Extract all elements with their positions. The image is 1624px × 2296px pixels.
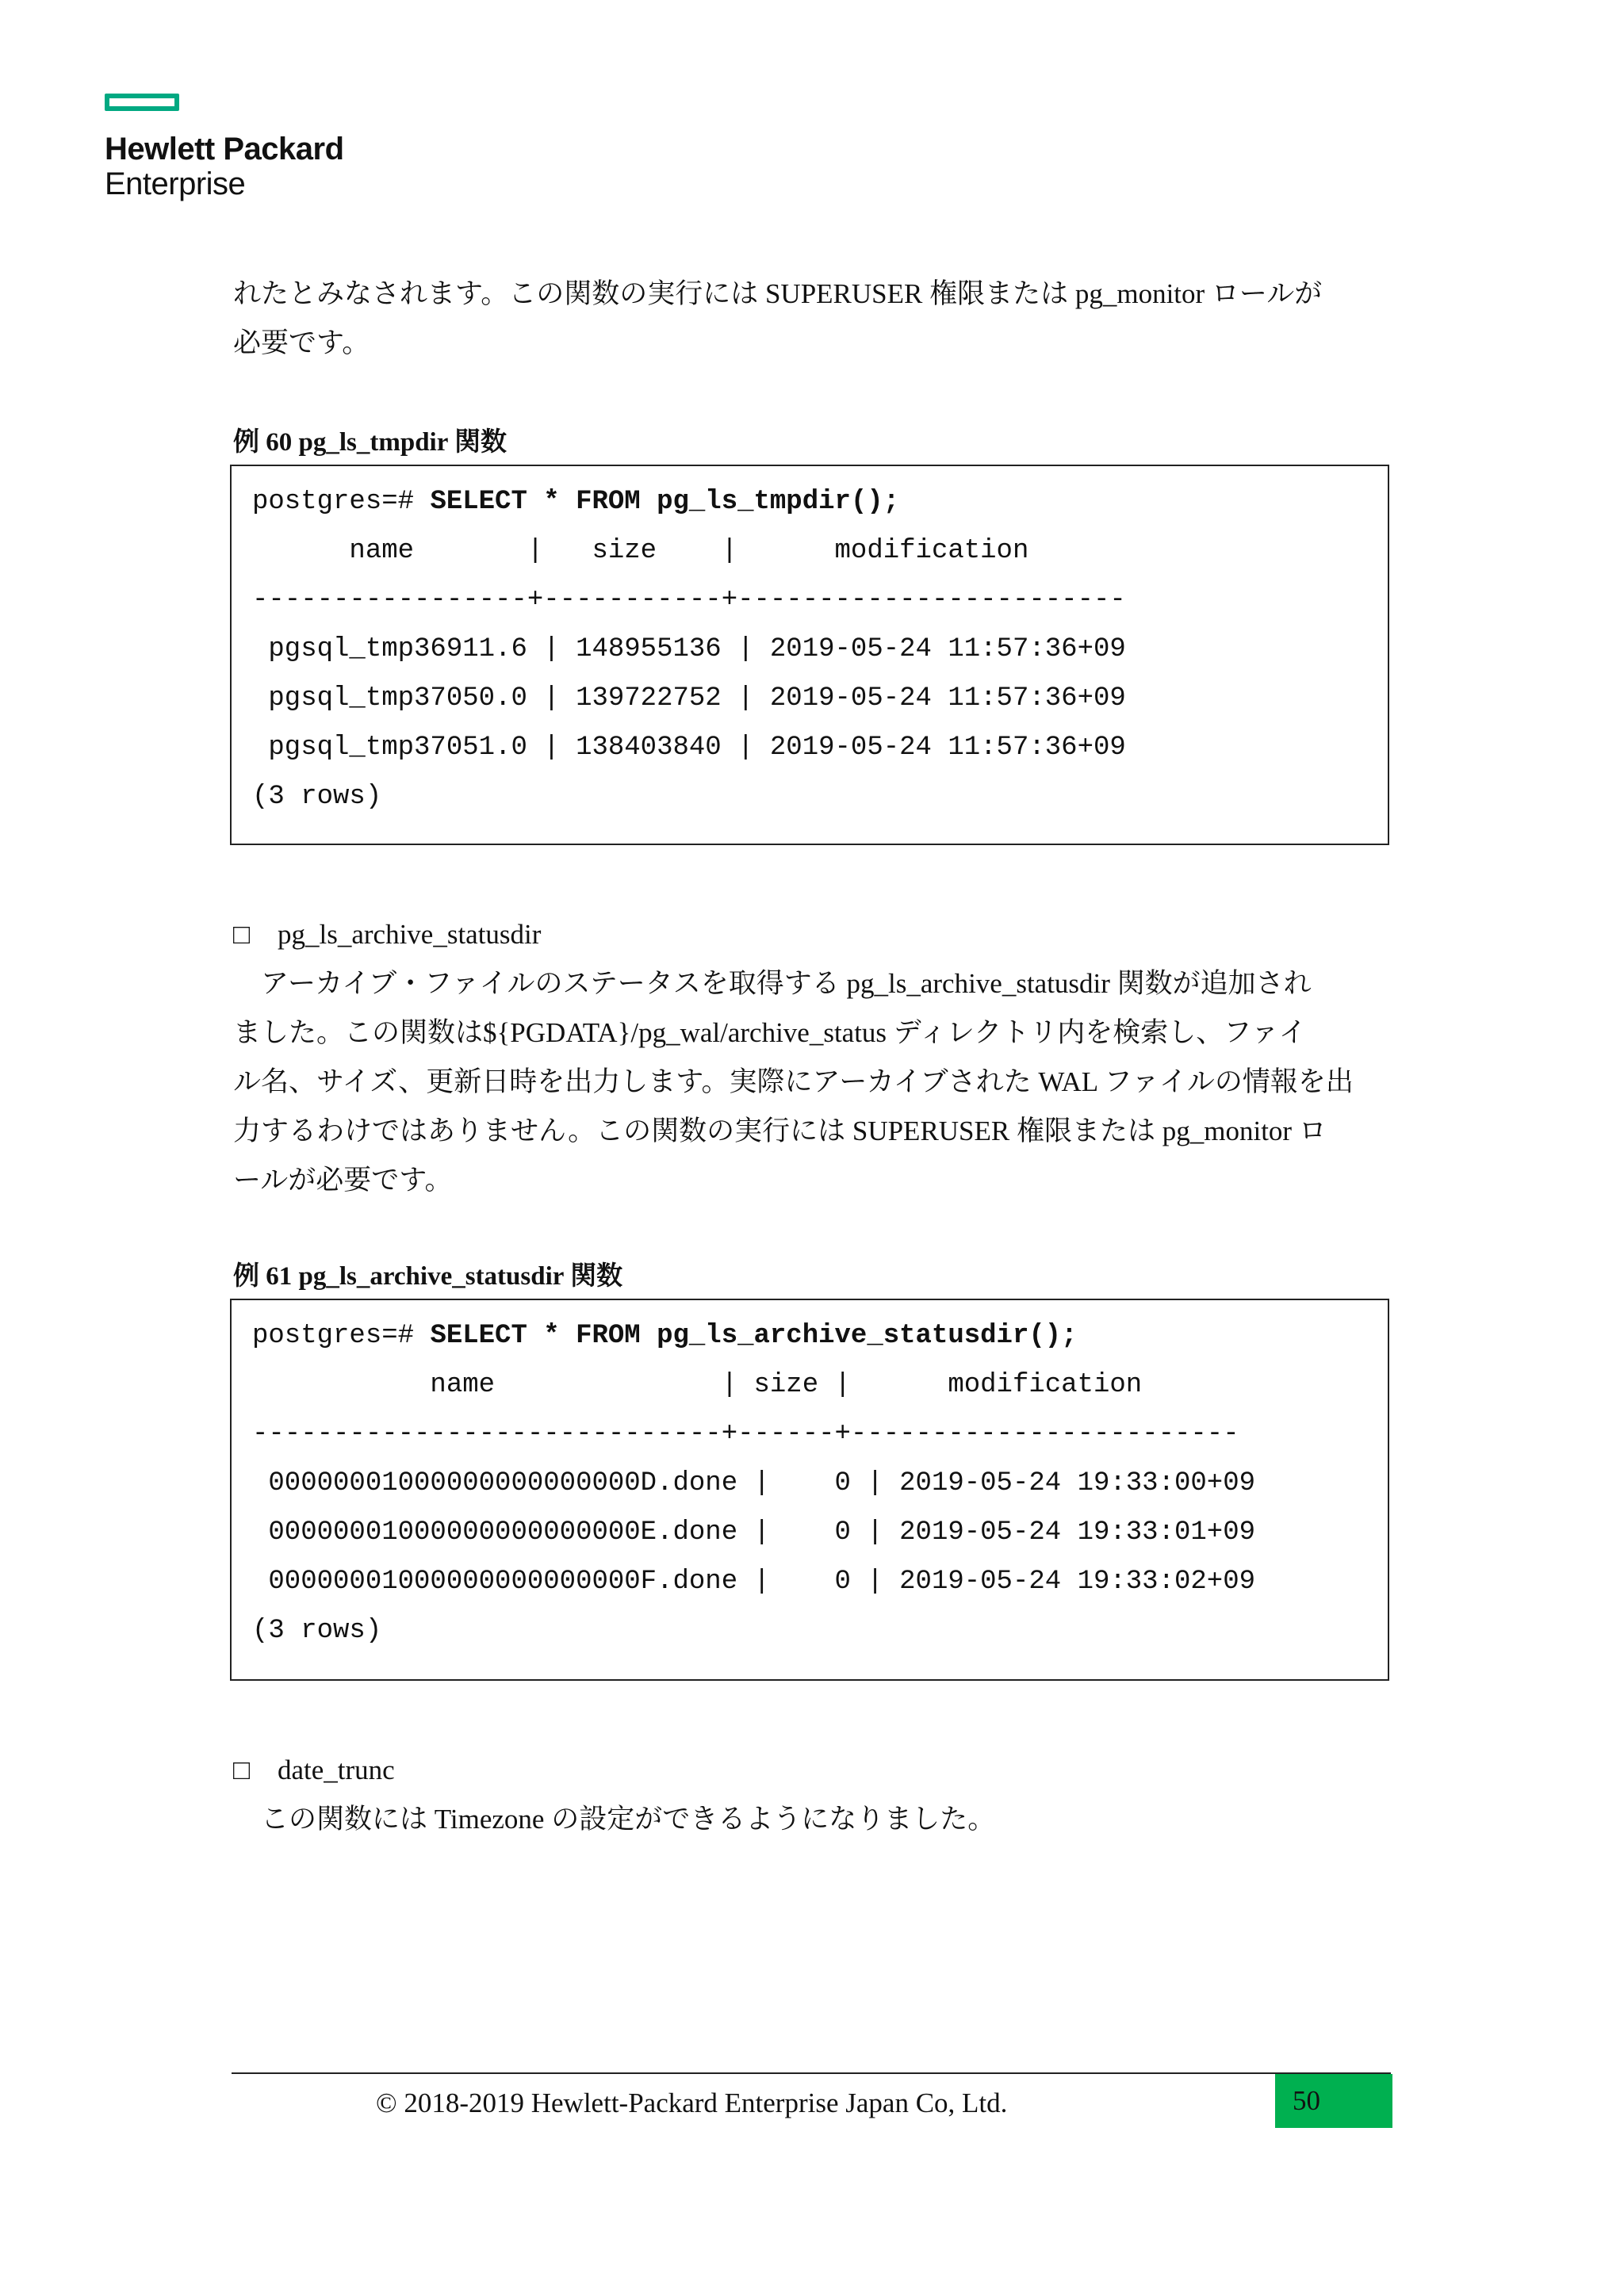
section-title: pg_ls_archive_statusdir	[278, 919, 542, 950]
result-separator: -----------------+-----------+------------------------	[252, 585, 1126, 615]
example-60-code-block	[230, 465, 1389, 845]
paragraph-line: ました。この関数は${PGDATA}/pg_wal/archive_status ディレクトリ内を検索し、ファイ	[233, 1017, 1307, 1048]
section-title: date_trunc	[278, 1755, 395, 1785]
logo-text-line1: Hewlett Packard	[105, 132, 344, 166]
paragraph-line: 力するわけではありません。この関数の実行には SUPERUSER 権限または pg_monitor ロ	[233, 1115, 1327, 1146]
result-header: name | size | modification	[252, 1370, 1143, 1400]
result-row: pgsql_tmp37050.0 | 139722752 | 2019-05-24 11:57:36+09	[252, 683, 1126, 714]
result-row: 00000001000000000000000D.done | 0 | 2019-05-24 19:33:00+09	[252, 1468, 1256, 1498]
intro-paragraph	[233, 270, 1392, 368]
example-61-code-block	[230, 1299, 1389, 1681]
checkbox-square-icon: □	[233, 1755, 251, 1785]
result-row: pgsql_tmp37051.0 | 138403840 | 2019-05-24 11:57:36+09	[252, 733, 1126, 763]
intro-line: れたとみなされます。この関数の実行には SUPERUSER 権限または pg_monitor ロールが	[233, 278, 1323, 309]
section-date-trunc-heading	[233, 1746, 395, 1795]
result-row: 00000001000000000000000F.done | 0 | 2019-05-24 19:33:02+09	[252, 1567, 1256, 1597]
example-61-caption: 例 61 pg_ls_archive_statusdir 関数	[233, 1262, 623, 1291]
paragraph-line: ールが必要です。	[233, 1165, 453, 1196]
section-archive-heading	[233, 910, 541, 959]
result-row: pgsql_tmp36911.6 | 148955136 | 2019-05-24 11:57:36+09	[252, 634, 1126, 664]
page-number: 50	[1275, 2074, 1392, 2128]
example-60-caption: 例 60 pg_ls_tmpdir 関数	[233, 428, 508, 457]
sql-prompt: postgres=#	[252, 487, 431, 517]
paragraph-line: この関数には Timezone の設定ができるようになりました。	[233, 1804, 996, 1835]
result-footer: (3 rows)	[252, 1616, 382, 1646]
result-footer: (3 rows)	[252, 782, 382, 812]
sql-command: SELECT * FROM pg_ls_archive_statusdir();	[430, 1321, 1078, 1351]
copyright-text: © 2018-2019 Hewlett-Packard Enterprise Japan Co, Ltd.	[376, 2087, 1008, 2118]
code-line	[252, 477, 1388, 526]
result-row: 00000001000000000000000E.done | 0 | 2019-05-24 19:33:01+09	[252, 1517, 1256, 1548]
result-header: name | size | modification	[252, 536, 1029, 566]
logo-rectangle-icon	[105, 94, 179, 111]
section-date-trunc-paragraph	[233, 1795, 1392, 1844]
sql-command: SELECT * FROM pg_ls_tmpdir();	[430, 487, 900, 517]
logo-text-line2: Enterprise	[105, 166, 246, 201]
footer-divider	[232, 2072, 1391, 2074]
sql-prompt: postgres=#	[252, 1321, 431, 1351]
hpe-logo	[105, 94, 344, 201]
section-archive-paragraph	[233, 959, 1392, 1205]
paragraph-line: アーカイブ・ファイルのステータスを取得する pg_ls_archive_statusdir 関数が追加され	[233, 968, 1312, 999]
intro-line: 必要です。	[233, 327, 370, 358]
paragraph-line: ル名、サイズ、更新日時を出力します。実際にアーカイブされた WAL ファイルの情報を出	[233, 1066, 1354, 1097]
checkbox-square-icon: □	[233, 919, 251, 950]
code-line	[252, 1311, 1388, 1360]
result-separator: -----------------------------+------+------------------------	[252, 1419, 1239, 1449]
